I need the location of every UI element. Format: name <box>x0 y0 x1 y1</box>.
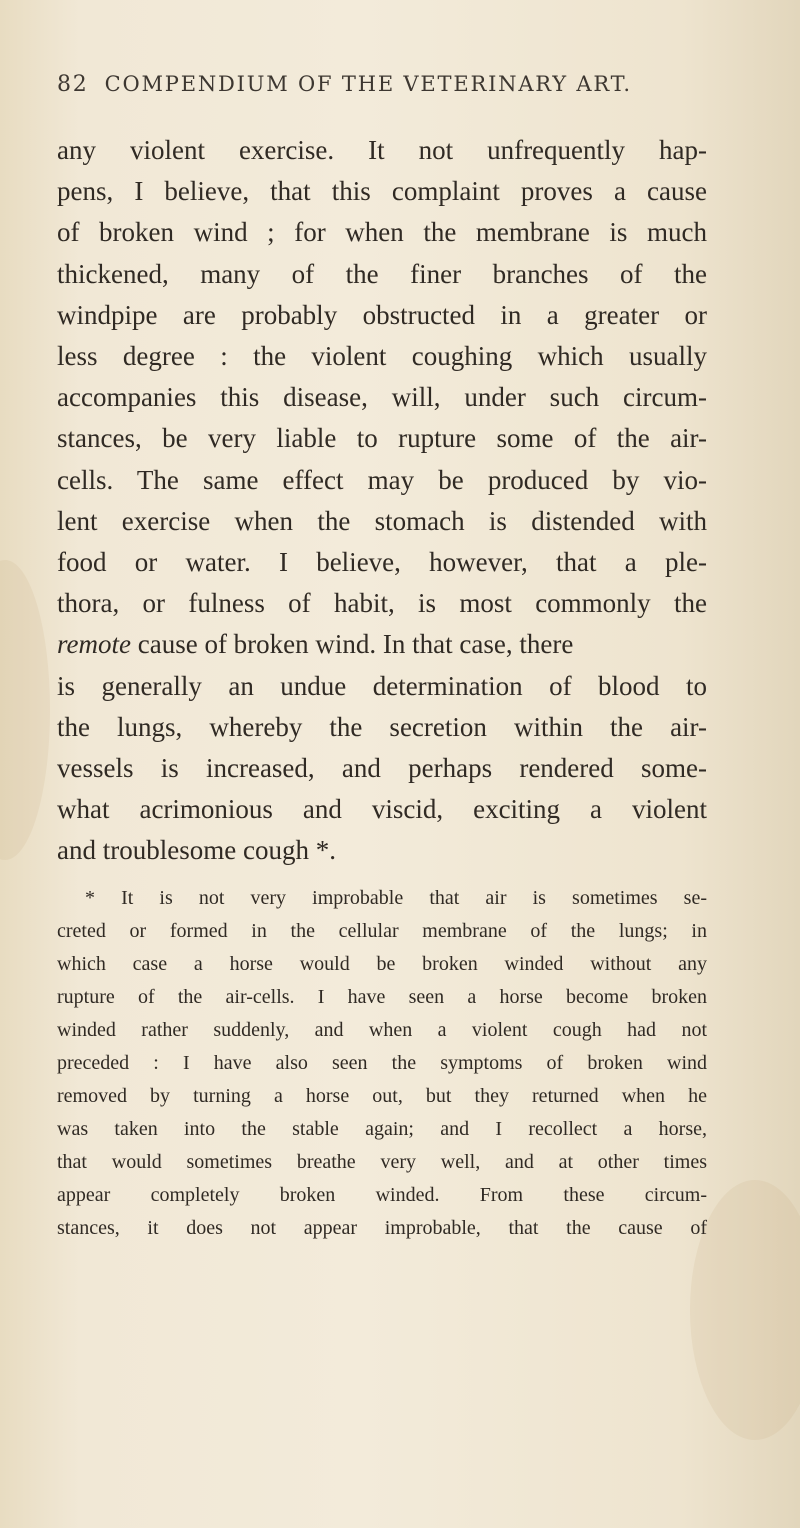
body-line: and troublesome cough *. <box>57 835 336 866</box>
main-text <box>57 130 707 872</box>
footnote-line: appear completely broken winded. From these circum- <box>57 1184 707 1206</box>
footnote-line: preceded : I have also seen the symptoms of broken wind <box>57 1052 707 1074</box>
paper-stain <box>0 560 50 860</box>
body-line: windpipe are probably obstructed in a greater or <box>57 299 707 330</box>
footnote-line: creted or formed in the cellular membrane of the lungs; in <box>57 920 707 942</box>
body-line: the lungs, whereby the secretion within the air- <box>57 711 707 742</box>
body-line: of broken wind ; for when the membrane is much <box>57 217 707 248</box>
body-line: thora, or fulness of habit, is most commonly the <box>57 588 707 619</box>
footnote-line: was taken into the stable again; and I recollect a horse, <box>57 1118 707 1140</box>
footnote <box>57 882 707 1245</box>
body-line: less degree : the violent coughing which usually <box>57 341 707 372</box>
footnote-line: winded rather suddenly, and when a violent cough had not <box>57 1019 707 1041</box>
running-header <box>57 72 737 97</box>
body-line: vessels is increased, and perhaps rendered some- <box>57 753 707 784</box>
body-line: lent exercise when the stomach is distended with <box>57 505 707 536</box>
body-line: any violent exercise. It not unfrequently hap- <box>57 135 707 165</box>
footnote-line: removed by turning a horse out, but they returned when he <box>57 1085 707 1107</box>
body-line: thickened, many of the finer branches of the <box>57 258 707 289</box>
body-line: is generally an undue determination of blood to <box>57 670 707 701</box>
italic-emphasis: remote <box>57 629 131 660</box>
footnote-line: which case a horse would be broken winded without any <box>57 953 707 975</box>
body-line: accompanies this disease, will, under such circum- <box>57 382 707 413</box>
running-title: COMPENDIUM OF THE VETERINARY ART. <box>104 72 632 96</box>
page-number: 82 <box>57 72 89 97</box>
body-line <box>57 624 707 665</box>
footnote-line: that would sometimes breathe very well, and at other times <box>57 1151 707 1173</box>
body-line-remainder: cause of broken wind. In that case, there <box>130 629 574 660</box>
body-line: food or water. I believe, however, that a ple- <box>57 547 707 578</box>
body-line: what acrimonious and viscid, exciting a violent <box>57 794 707 825</box>
footnote-line: stances, it does not appear improbable, that the cause of <box>57 1217 707 1239</box>
body-line: pens, I believe, that this complaint proves a cause <box>57 176 707 207</box>
body-line: cells. The same effect may be produced by vio- <box>57 464 707 495</box>
footnote-line: rupture of the air-cells. I have seen a horse become broken <box>57 986 707 1008</box>
body-line: stances, be very liable to rupture some of the air- <box>57 423 707 454</box>
footnote-line: * It is not very improbable that air is sometimes se- <box>85 887 707 909</box>
